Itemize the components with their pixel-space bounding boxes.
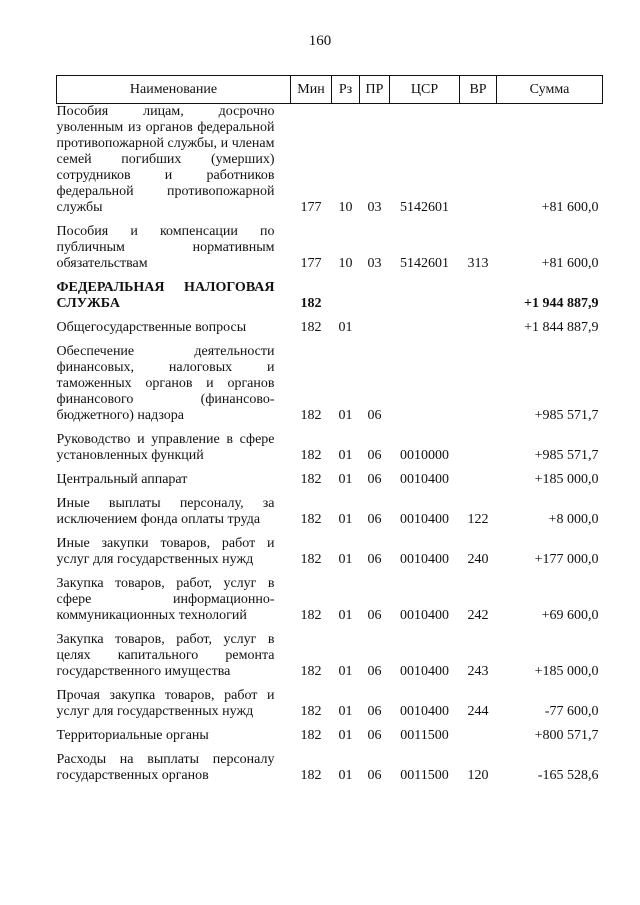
cell-pr [360,280,390,320]
column-header-pr: ПР [360,76,390,104]
cell-csr [390,344,460,432]
cell-pr: 06 [367,664,382,679]
cell-pr: 06 [367,768,382,783]
cell-sum: +985 571,7 [534,448,599,463]
cell-csr: 0010000 [400,448,449,463]
cell-name: Расходы на выплаты персоналу государственных органов [56,752,275,783]
cell-name: Пособия лицам, досрочно уволенным из органов федеральной противопожарной службы, и членам семей погибших (умерших) сотрудников и работников федеральной противопожарной службы [56,104,275,215]
cell-csr [390,280,460,320]
cell-sum: -77 600,0 [544,704,599,719]
table-row [57,280,603,320]
cell-min: 182 [300,728,322,743]
cell-rz: 01 [338,728,353,743]
table-row [57,320,603,344]
cell-csr: 0010400 [400,512,449,527]
cell-vr: 244 [467,704,489,719]
column-header-vr: ВР [460,76,497,104]
column-header-min: Мин [291,76,332,104]
cell-pr: 06 [367,552,382,567]
cell-min: 177 [300,256,322,271]
cell-pr: 06 [367,704,382,719]
cell-min: 182 [300,512,322,527]
cell-min: 182 [300,296,322,311]
cell-min: 182 [300,664,322,679]
table-row [57,688,603,728]
cell-csr: 0011500 [400,768,449,783]
cell-sum: +177 000,0 [534,552,599,567]
cell-sum: +1 844 887,9 [524,320,599,335]
cell-rz: 01 [338,320,353,335]
cell-min: 182 [300,472,322,487]
table-row [57,472,603,496]
budget-table [56,75,603,792]
cell-csr: 0010400 [400,608,449,623]
cell-pr: 06 [367,408,382,423]
cell-rz: 01 [338,472,353,487]
cell-name: Иные выплаты персоналу, за исключением фонда оплаты труда [56,496,275,527]
cell-min: 182 [300,448,322,463]
cell-name: Прочая закупка товаров, работ и услуг для государственных нужд [56,688,275,719]
cell-rz: 01 [338,448,353,463]
column-header-name: Наименование [57,76,291,104]
cell-csr [390,320,460,344]
cell-name: Пособия и компенсации по публичным нормативным обязательствам [56,224,275,271]
table-row [57,224,603,280]
cell-vr: 242 [467,608,489,623]
cell-min: 182 [300,408,322,423]
cell-sum: +81 600,0 [541,200,599,215]
cell-min: 182 [300,608,322,623]
cell-vr: 313 [467,256,489,271]
cell-rz [332,280,360,320]
cell-csr: 5142601 [400,256,449,271]
cell-rz: 01 [338,608,353,623]
cell-name: Центральный аппарат [56,472,188,487]
cell-rz: 10 [338,256,353,271]
cell-vr [460,432,497,472]
cell-min: 177 [300,200,322,215]
cell-name: Обеспечение деятельности финансовых, налоговых и таможенных органов и органов финансового (финансово-бюджетного) надзора [56,344,275,423]
cell-vr [460,472,497,496]
table-row [57,576,603,632]
table-header-row [57,76,603,104]
cell-name: Общегосударственные вопросы [56,320,247,335]
cell-rz: 01 [338,408,353,423]
cell-min: 182 [300,320,322,335]
cell-vr [460,728,497,752]
cell-csr: 0010400 [400,704,449,719]
cell-sum: +1 944 887,9 [524,296,599,311]
cell-name: Руководство и управление в сфере установленных функций [56,432,275,463]
cell-vr [460,344,497,432]
table-row [57,432,603,472]
cell-sum: +185 000,0 [534,664,599,679]
cell-vr: 240 [467,552,489,567]
cell-pr: 06 [367,448,382,463]
cell-min: 182 [300,704,322,719]
cell-rz: 01 [338,704,353,719]
cell-sum: +985 571,7 [534,408,599,423]
cell-rz: 01 [338,552,353,567]
table-row [57,752,603,792]
cell-vr: 120 [467,768,489,783]
cell-sum: +8 000,0 [548,512,599,527]
cell-pr: 06 [367,512,382,527]
cell-csr: 0010400 [400,472,449,487]
table-body [57,104,603,793]
cell-vr: 122 [467,512,489,527]
cell-rz: 01 [338,664,353,679]
cell-pr: 06 [367,728,382,743]
table-row [57,344,603,432]
cell-csr: 5142601 [400,200,449,215]
cell-sum: +81 600,0 [541,256,599,271]
cell-sum: +185 000,0 [534,472,599,487]
cell-pr: 03 [367,256,382,271]
cell-pr: 06 [367,472,382,487]
cell-name: ФЕДЕРАЛЬНАЯ НАЛОГОВАЯ СЛУЖБА [56,280,275,311]
cell-name: Территориальные органы [56,728,209,743]
page-number: 160 [308,33,332,49]
cell-vr: 243 [467,664,489,679]
cell-csr: 0010400 [400,552,449,567]
table-row [57,496,603,536]
cell-rz: 10 [338,200,353,215]
cell-vr [460,104,497,225]
cell-vr [460,320,497,344]
table-row [57,632,603,688]
cell-pr: 06 [367,608,382,623]
table-row [57,536,603,576]
cell-name: Закупка товаров, работ, услуг в целях капитального ремонта государственного имущества [56,632,275,679]
cell-csr: 0010400 [400,664,449,679]
cell-rz: 01 [338,512,353,527]
cell-name: Закупка товаров, работ, услуг в сфере информационно-коммуникационных технологий [56,576,275,623]
cell-pr [360,320,390,344]
cell-pr: 03 [367,200,382,215]
cell-min: 182 [300,768,322,783]
cell-min: 182 [300,552,322,567]
column-header-csr: ЦСР [390,76,460,104]
table-row [57,104,603,225]
column-header-rz: Рз [332,76,360,104]
column-header-sum: Сумма [497,76,603,104]
cell-sum: +800 571,7 [534,728,599,743]
cell-csr: 0011500 [400,728,449,743]
cell-rz: 01 [338,768,353,783]
table-row [57,728,603,752]
cell-sum: -165 528,6 [537,768,599,783]
cell-name: Иные закупки товаров, работ и услуг для государственных нужд [56,536,275,567]
cell-sum: +69 600,0 [541,608,599,623]
cell-vr [460,280,497,320]
